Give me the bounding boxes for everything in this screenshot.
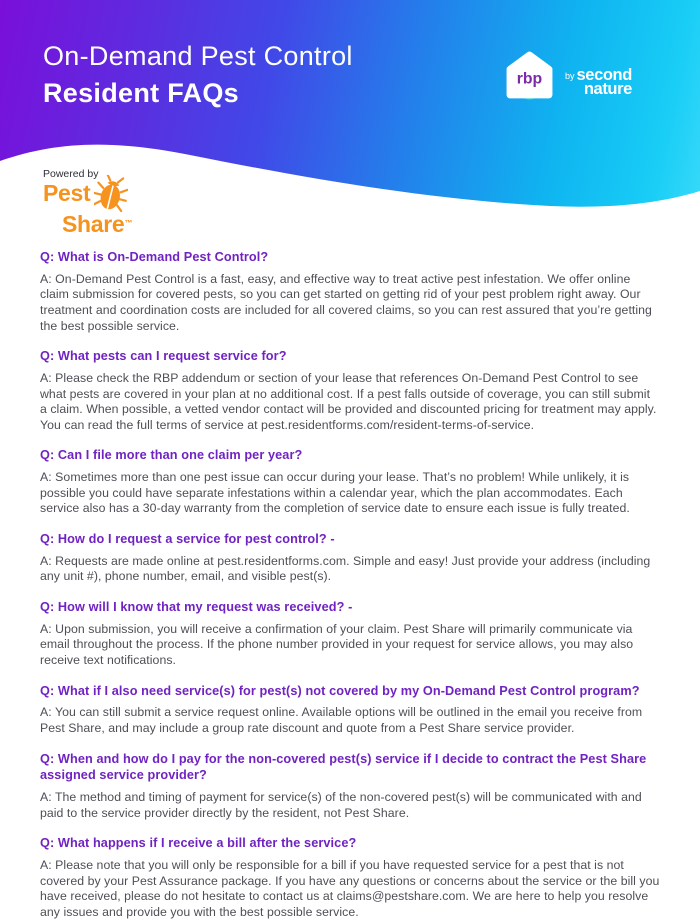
beetle-icon xyxy=(94,175,128,213)
faq-answer: A: Sometimes more than one pest issue can occur during your lease. That’s no problem! While unlikely, it is possible you could have separate infestations within a calendar year, which the plan accommodates. Each service also has a 30-day warranty from the completion of service date to ensure each issue is fully treated. xyxy=(40,470,630,516)
document-title: On-Demand Pest Control xyxy=(43,41,353,71)
pest-share-row xyxy=(43,180,132,213)
faq-list xyxy=(40,249,660,921)
share-row xyxy=(62,211,133,237)
brand-word-second: second xyxy=(576,66,632,85)
faq-question: Q: Can I file more than one claim per year? xyxy=(40,448,303,463)
faq-item xyxy=(40,835,660,920)
rbp-logo-text: rbp xyxy=(516,70,543,88)
faq-item xyxy=(40,683,660,737)
faq-question: Q: What pests can I request service for? xyxy=(40,349,287,364)
second-nature-text xyxy=(576,66,632,98)
faq-question: Q: What is On-Demand Pest Control? xyxy=(40,250,269,264)
faq-item xyxy=(40,249,660,334)
faq-answer: A: Please note that you will only be responsible for a bill if you have requested service for a pest that is not covered by your Pest Assurance package. If you have any questions or concerns about the service or the bill you have received, please do not hesitate to contact us at claims@pestshare.com. We are here to help you resolve any issues and provide you with the best possible service. xyxy=(40,858,660,919)
faq-answer: A: You can still submit a service request online. Available options will be outlined in the email you receive from Pest Share, and may include a group rate discount and quote from a Pest Share service provider. xyxy=(40,705,643,735)
faq-item xyxy=(40,447,660,517)
by-label: by xyxy=(565,71,575,82)
faq-item xyxy=(40,348,660,433)
faq-answer: A: Upon submission, you will receive a confirmation of your claim. Pest Share will primarily communicate via email throughout the process. If the phone number provided in your request for service allows, you may also receive text notifications. xyxy=(40,621,634,667)
trademark-symbol: ™ xyxy=(124,218,133,228)
faq-item xyxy=(40,531,660,585)
share-word: Share xyxy=(62,211,125,237)
faq-answer: A: Requests are made online at pest.residentforms.com. Simple and easy! Just provide your address (including any unit #), phone number, email, and visible pest(s). xyxy=(40,553,651,584)
header-titles xyxy=(43,40,353,113)
faq-question: Q: How do I request a service for pest control? - xyxy=(40,532,335,546)
faq-question: Q: When and how do I pay for the non-covered pest(s) service if I decide to contract the Pest Share assigned service provider? xyxy=(40,751,647,783)
rbp-house-icon xyxy=(503,50,556,103)
faq-question: Q: What if I also need service(s) for pest(s) not covered by my On-Demand Pest Control program? xyxy=(40,683,640,698)
document-subtitle: Resident FAQs xyxy=(43,77,239,108)
faq-answer: A: The method and timing of payment for service(s) of the non-covered pest(s) will be communicated with and paid to the service provider directly by the resident, not Pest Share. xyxy=(40,790,642,820)
faq-question: Q: What happens if I receive a bill after the service? xyxy=(40,836,357,851)
header-banner xyxy=(0,0,700,238)
faq-answer: A: On-Demand Pest Control is a fast, easy, and effective way to treat active pest infestation. We offer online claim submission for covered pests, so you can get started on getting rid of your pest problem right away. Our treatment and coordination costs are included for all covered claims, so you can rest assured that you’re getting the best possible service. xyxy=(40,271,652,333)
faq-item xyxy=(40,599,660,669)
pest-share-logo xyxy=(43,168,132,237)
powered-by-label: Powered by xyxy=(43,168,99,180)
second-nature-wordmark xyxy=(565,56,632,96)
rbp-second-nature-logo xyxy=(503,50,632,103)
faq-item xyxy=(40,751,660,822)
pest-word: Pest xyxy=(43,180,91,206)
faq-answer: A: Please check the RBP addendum or section of your lease that references On-Demand Pest Control to see what pests are covered in your plan at no additional cost. If a pest falls outside of coverage, you can still submit a claim. When possible, a vetted vendor contact will be provided and discounted pricing for treatment may apply. You can read the full terms of service at pest.residentforms.com/resident-terms-of-service. xyxy=(40,370,657,432)
faq-question: Q: How will I know that my request was received? - xyxy=(40,599,353,614)
brand-word-nature: nature xyxy=(583,80,632,98)
